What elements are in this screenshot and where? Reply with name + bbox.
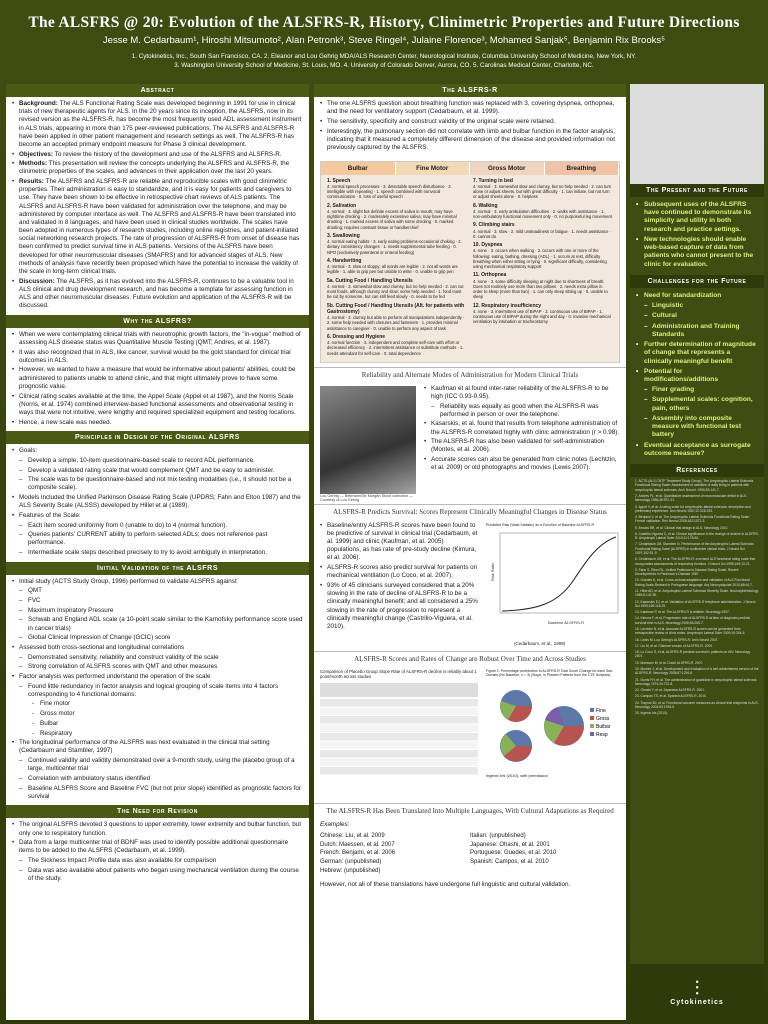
why-item: • Hence, a new scale was needed. xyxy=(12,419,303,427)
reference-item: 22. Ohashi Y, et al. Japanese ALSFRS-R. 2001. xyxy=(635,688,705,693)
challenge-subitem: – Linguistic xyxy=(636,302,758,310)
domain-item: - Bulbar xyxy=(12,720,303,728)
domain-item: - Respiratory xyxy=(12,730,303,738)
reliability-item: • Accurate scores can also be generated from clinic notes (Lechtzin, et al. 2009) or old photographs and movies (Lewis 2007). xyxy=(424,456,620,472)
reference-item: 6. Castrillo-Viguera C, et al. Clinical significance in the change of decline in ALSFRS-R. Amyotroph Lateral Scler 2010;11:178-80. xyxy=(635,531,759,541)
table-row xyxy=(320,758,478,766)
scale-item xyxy=(473,242,613,269)
reference-item: 14. Kimura F, et al. Progression rate of ALSFRS-R at time of diagnosis predicts survival time in ALS. Neurology 2006;66:265-7. xyxy=(635,616,751,625)
reference-item: 24. Traynor BJ, et al. Functional outcome measures as clinical trial endpoints in ALS. Neurology 2004;63:1933-5. xyxy=(635,700,759,709)
challenge-item: • Potential for modifications/additions xyxy=(636,368,758,384)
table-rows xyxy=(320,699,478,775)
risk-curve xyxy=(502,537,616,611)
challenges-heading: Challenges for the Future xyxy=(630,275,764,288)
predicts-list xyxy=(314,519,484,649)
challenge-subitem: – Assembly into composite measure with functional test battery xyxy=(636,415,758,440)
reference-item: 8. Cedarbaum JM, et al. The ALSFRS-R: a revised ALS functional rating scale that incorporates assessments of respiratory function. J Neurol Sci 1999;169:13-21. xyxy=(635,557,756,566)
scale-item-options: 4. normal eating habits · 3. early eating problems-occasional choking · 2. dietary consistency changes · 1. needs supplemental tube feeding · 0. NPO (exclusively parenteral or enteral feeding) xyxy=(327,239,462,255)
scale-item-options: 4. normal · 3. somewhat slow and clumsy, but no help needed · 2. can cut most foods, although clumsy and slow; some help needed · 1. food must be cut by someone, but can still feed slowly · 0. needs to be fed xyxy=(327,283,464,300)
translated-heading: The ALSFRS-R Has Been Translated Into Multiple Languages, With Cultural Adaptations as Required xyxy=(314,803,626,818)
study-subitem: – Maximum Inspiratory Pressure xyxy=(12,607,303,615)
reference-item: 3. Appel V, et al. A rating scale for amyotrophic lateral sclerosis: description and preliminary experience. Ann Neurol 1987;22:328-333. xyxy=(635,504,751,513)
scale-item-options: 4. normal · 3. slow or sloppy; all words are legible · 2. not all words are legible · 1. able to grip pen but unable to write · 0. unable to grip pen xyxy=(327,264,458,275)
domain-gross-motor: Gross Motor xyxy=(470,162,545,175)
feature-item: – Queries patients' CURRENT ability to perform selected ADLs; does not reference past performance. xyxy=(12,531,303,547)
reference-item: 11. Hillel AD, et al. Amyotrophic Lateral Sclerosis Severity Scale. Neuroepidemiology 1989;8:142-50. xyxy=(635,589,759,598)
translation-item: Japanese: Ohashi, et al. 2001 xyxy=(470,841,550,848)
pie-legend xyxy=(590,708,611,738)
domain-item: - Fine motor xyxy=(12,700,303,708)
present-list xyxy=(630,197,764,275)
scale-item-title: 11. Orthopnea xyxy=(473,272,507,279)
revision-subitem: – Data was also available about patients who began using mechanical ventilation during the course of the study. xyxy=(12,867,303,883)
legend-swatch xyxy=(590,708,594,712)
abstract-item xyxy=(12,160,303,176)
revision-item: • The original ALSFRS devoted 3 questions to upper extremity, lower extremity and bulbar function, but only one to respiratory function. xyxy=(12,821,303,837)
affiliation-line-2: 3. Washington University School of Medicine, St. Louis, MO. 4. University of Colorado Denver, Aurora, CO. 5. Carolinas Medical Center, Charlotte, NC. xyxy=(174,62,594,70)
why-item: • It was also recognized that in ALS, like cancer, survival would be the gold standard for clinical trial outcomes in ALS. xyxy=(12,349,303,365)
reference-item: 23. Campos TS, et al. Spanish ALSFRS-R. 2010. xyxy=(635,694,707,699)
why-list xyxy=(6,328,309,431)
y-axis-label: Risk Ratio xyxy=(490,562,495,581)
study-subitem: – FVC xyxy=(12,597,303,605)
alsfrsr-item: • The sensitivity, specificity and construct validity of the original scale were retained. xyxy=(320,118,620,126)
translation-item: Hebrew: (unpublished) xyxy=(320,867,381,874)
challenge-subitem: – Administration and Training Standards xyxy=(636,323,758,339)
models-item: • Models included the Unified Parkinson Disease Rating Scale (UPDRS; Fahn and Elton 1987) and the ALS Severity Scale (ALSSS) developed by Hillel et al (1989). xyxy=(12,494,303,510)
scale-item-title: 1. Speech xyxy=(327,177,351,184)
poster-title: The ALSFRS @ 20: Evolution of the ALSFRS-R, History, Clinimetric Properties and Future Directions xyxy=(28,14,740,31)
reliability-item: • Kaufman et al found inter-rater reliability of the ALSFRS-R to be high (ICC 0.93-0.95). xyxy=(424,385,620,401)
rates-footnote: Ingenix Iris (2010), with permission xyxy=(486,772,548,778)
feature-item: – Intermediate scale steps described precisely to try to avoid ambiguity in interpretation. xyxy=(12,549,303,557)
scale-item-title: 9. Climbing stairs xyxy=(473,222,515,229)
predicts-section xyxy=(314,519,626,649)
why-item: • When we were contemplating clinical trials with neurotrophic growth factors, the "in-vogue" method of assessing ALS disease status was Quantitative Muscle Testing (QMT; Andres, et al. 1987). xyxy=(12,331,303,347)
scale-item-options: 4. none · 3. intermittent use of BiPAP · 2. continuous use of BiPAP · 1. continuous use of BiPAP during the night and day · 0. invasive mechanical ventilation by intubation or tracheostomy xyxy=(473,308,611,325)
abstract-item xyxy=(12,151,303,159)
goals-label: • Goals: xyxy=(12,447,303,455)
scale-item-title: 4. Handwriting xyxy=(327,257,362,264)
domain-pie-block xyxy=(480,669,620,798)
revision-subitem: – The Sickness Impact Profile data was also available for comparison xyxy=(12,857,303,865)
reference-item: 13. Kaufman P, et al. The ALSFRS-R is reliable. Neurology 2007. xyxy=(635,610,730,615)
table-row xyxy=(320,716,478,724)
scale-item xyxy=(327,303,467,331)
factor-subitem: – Found little redundancy in factor analysis and logical grouping of scale items into 4 factors corresponding to 4 functional domains: xyxy=(12,683,303,699)
examples-label-text: Examples: xyxy=(320,820,350,828)
table-row xyxy=(320,741,478,749)
reference-item: 12. Kasarskis EJ, et al. Validation of ALSFRS-R telephone administration. J Neurol Sci 1999;169:118-25. xyxy=(635,599,756,608)
scale-item-options: 4. normal · 3. early ambulation difficulties · 2. walks with assistance · 1. non-ambulatory functional movement only · 0. no purposeful leg movement xyxy=(473,208,612,220)
authors: Jesse M. Cedarbaum¹, Hiroshi Mitsumoto², Alan Petronk³, Steve Ringel⁴, Julaine Florence³, Mohamed Sanjak⁵, Benjamin Rix Brooks⁵ xyxy=(102,35,666,46)
challenge-subitem: – Supplemental scales: cognition, pain, others xyxy=(636,396,758,412)
items-left-column xyxy=(324,178,470,359)
references-list xyxy=(630,477,764,719)
present-heading: The Present and the Future xyxy=(630,184,764,197)
reference-item: 19. Maessen M, et al. Dutch ALSFRS-R. 2007. xyxy=(635,660,704,665)
legend-label: Fine xyxy=(596,707,606,714)
x-axis-label: Baseline ALSFRS-R xyxy=(548,619,585,625)
table-row xyxy=(320,750,478,758)
item-text: This presentation will review the concepts underlying the ALSFRS and ALSFRS-R, the clinimetric properties of the scales, and advances in their application over the last 20 years. xyxy=(19,160,290,176)
study-subitem: – Schwab and England ADL scale (a 10-point scale similar to the Karnofsky performance score used in cancer trials) xyxy=(12,616,303,632)
item-text: The ALS Functional Rating Scale was developed beginning in 1991 for use in clinical trials of new therapeutic agents for ALS. In the 20 years since its inception, the ALSFRS, now in its revised version as the ALSFRS-R, has become the most frequently used ADL assessment instrument in ALS trials, appearing in more than 175 peer-reviewed publications. The ALSFRS and ALSFRS-R have been applied in other patient management and research settings as well. The ALSFRS-R has become an accepted primary endpoint measure for Phase 3 clinical development. xyxy=(19,100,302,148)
translation-note: However, not all of these translations have undergone full linguistic and cultural validation. xyxy=(320,881,571,889)
scale-item xyxy=(473,272,613,299)
scale-item-title: 7. Turning in bed xyxy=(473,177,513,184)
present-item: • Subsequent uses of the ALSFRS have continued to demonstrate its simplicity and utility in both research and practice settings. xyxy=(636,201,758,234)
scale-item-title: 6. Dressing and Hygiene xyxy=(327,333,386,340)
reference-item: 10. Guedes K, et al. Cross-cultural adaptation and validation of ALS Functional Rating Scale-Revised in Portuguese language. Arq Neuropsiquiatr 2010;68:44-7. xyxy=(635,578,753,587)
items-right-column xyxy=(470,178,616,359)
revision-list xyxy=(6,818,309,887)
alsfrsr-item: • Interestingly, the pulmonary section did not correlate with limb and bulbar function in the factor analysis, indicating that it measured a completely different dimension of the disease and provided information not previously captured by the ALSFRS. xyxy=(320,128,620,153)
abstract-list xyxy=(6,97,309,315)
translation-item: German: (unpublished) xyxy=(320,859,382,866)
scale-item xyxy=(327,233,467,255)
rates-heading: ALSFRS-R Scores and Rates of Change are Robust Over Time and Across Studies xyxy=(314,651,626,666)
scale-item xyxy=(473,222,613,239)
reference-item: 7. Cedarbaum JM, Stambler N. Performance of the Amyotrophic Lateral Sclerosis Functional Rating Scale (ALSFRS) in multicenter clinical trials. J Neurol Sci 1997;152:S1-9. xyxy=(635,542,754,556)
risk-curve-chart xyxy=(488,531,624,631)
challenge-item: • Need for standardization xyxy=(636,292,758,300)
slope-table-title: Comparison of Placebo Group Slope Rate of ALSFRS-R decline is reliably about 1 point/month across studies xyxy=(320,668,477,680)
logo-text: Cytokinetics xyxy=(670,998,724,1006)
scale-item xyxy=(473,203,613,220)
revision-heading: The Need for Revision xyxy=(6,805,309,818)
scale-item-title: 5b. Cutting Food / Handling Utensils (Alt. for patients with Gastrostomy) xyxy=(327,302,465,315)
longitudinal-item: • The longitudinal performance of the ALSFRS was next evaluated in the clinical trial setting (Cedarbaum and Stambler, 1997) xyxy=(12,739,303,755)
legend-label: Resp xyxy=(596,731,608,738)
top-spacer xyxy=(630,84,764,184)
assessed-item: • Assessed both cross-sectional and longitudinal correlations xyxy=(12,644,303,652)
study-subitem: – QMT xyxy=(12,587,303,595)
reference-item: 9. Fahn S, Elton RL. Unified Parkinson's Disease Rating Scale. Recent Developments in Parkinson's Disease 1987. xyxy=(635,567,739,577)
goal-item: – Develop a validated rating scale that would complement QMT and be easy to administer. xyxy=(12,467,303,475)
translation-item: Chinese: Liu, et al. 2009 xyxy=(320,832,385,839)
scale-item xyxy=(327,178,467,200)
logo-mark-icon: ⫶ xyxy=(694,977,700,1000)
predicts-item: • Baseline/entry ALSFRS-R scores have been found to be predictive of survival in clinical trial (Cedarbaum, et al. 1999) and clinic (Kaufman, et al. 2005) populations, as has rate of pre-study decline (Kimura, et al. 2006). xyxy=(320,522,478,563)
challenge-subitem: – Finer grading xyxy=(636,386,758,394)
scale-item xyxy=(327,278,467,300)
reference-item: 4. Benjami V, et al. The Amyotrophic Lateral Sclerosis Functional Rating Scale: French validation. Rev Neurol 2006;162:1072-3. xyxy=(635,515,750,524)
column-middle xyxy=(314,84,626,1020)
column-right xyxy=(630,84,764,1020)
revision-item: • Data from a large multicenter trial of BDNF was used to identify possible additional questionnaire items to be added to the ALSFRS (Cedarbaum, et al. 1999). xyxy=(12,839,303,855)
translations-left xyxy=(320,832,470,875)
why-item: • However, we wanted to have a measure that would be informative about patients' abilities, could be administered to patients unable to attend clinic, and that might ultimately prove to have some prognostic value. xyxy=(12,366,303,391)
pie-chart-3 xyxy=(544,706,584,746)
reliability-list xyxy=(418,382,626,477)
translation-item: Dutch: Maessen, et al. 2007 xyxy=(320,841,395,848)
longitudinal-subitem: – Baseline ALSFRS Score and Baseline FVC (but not prior slope) identified as prognostic factors for survival xyxy=(12,785,303,801)
rates-section xyxy=(314,666,626,801)
legend-swatch xyxy=(590,724,594,728)
why-heading: Why the ALSFRS? xyxy=(6,315,309,328)
scale-item xyxy=(473,303,613,325)
chart-frame xyxy=(500,533,618,613)
cytokinetics-logo xyxy=(630,964,764,1020)
present-item: • New technologies should enable web-based capture of data from patients who cannot present to the clinic for evaluation. xyxy=(636,236,758,269)
item-lead: Objectives: xyxy=(19,150,55,158)
examples-label xyxy=(314,818,626,829)
reference-item: 1. ACTS (ALS CNTF Treatment Study Group). The Amyotrophic Lateral Sclerosis Functional Rating Scale: Assessment of activities of daily living in patients with amyotrophic lateral sclerosis. Arch Neurol. 1996;53:141-7. xyxy=(635,479,754,492)
scale-item-title: 12. Respiratory insufficiency xyxy=(473,302,542,309)
translation-item: Spanish: Campos, et al. 2010 xyxy=(470,859,549,866)
scale-item-options: 4. normal function · 3. independent and complete self-care with effort or decreased efficiency · 2. intermittent assistance or substitute methods · 1. needs attendant for self-care · 0. total dependence xyxy=(327,340,464,356)
reliability-section xyxy=(314,382,626,494)
domain-item: - Gross motor xyxy=(12,710,303,718)
legend-swatch xyxy=(590,732,594,736)
predicts-item: • ALSFRS-R scores also predict survival for patients on mechanical ventilation (Lo Coco, et al. 2007). xyxy=(320,564,478,580)
table-row xyxy=(320,699,478,707)
translation-examples xyxy=(314,829,626,878)
translation-item: Portuguese: Guedes, et al. 2010 xyxy=(470,850,557,857)
reference-item: 18. Lo Coco D, et al. ALSFRS-R predicts survival in patients on NIV. Neurology 2007. xyxy=(635,650,751,659)
slope-table-block xyxy=(320,669,480,798)
affiliation-line-1: 1. Cytokinetics, Inc., South San Francisco, CA. 2. Eleanor and Lou Gehrig MDA/ALS Research Center, Neurological Institute, Columbia University School of Medicine, New York, NY. xyxy=(131,53,637,60)
item-lead: Background: xyxy=(19,100,60,107)
scale-item-title: 3. Swallowing xyxy=(327,232,360,239)
principles-list xyxy=(6,444,309,562)
table-row xyxy=(320,707,478,715)
scale-item xyxy=(473,178,613,200)
alsfrsr-item: • The one ALSFRS question about breathing function was replaced with 3, covering dyspnea, orthopnea, and the need for ventilatory support (Cedarbaum, et al. 1999). xyxy=(320,100,620,116)
slope-table xyxy=(320,683,478,778)
reliability-subitem: – Reliability was equally as good when the ALSFRS-R was performed in person or over the telephone. xyxy=(424,403,620,419)
column-left xyxy=(6,84,309,1020)
features-label: • Features of the Scale: xyxy=(12,512,303,520)
scale-item-options: 4. normal · 3. clumsy but able to perform all manipulations independently · 2. some help needed with closures and fasteners · 1. provides minimal assistance to caregiver · 0. unable to perform any aspect of task xyxy=(327,315,465,331)
reference-item: 5. Brooks BR, et al. Clinical trial design in ALS. Neurology 2010. xyxy=(635,525,729,530)
references-heading: References xyxy=(630,464,764,477)
table-header-bg xyxy=(320,683,478,697)
scale-item-options: 4. none · 3. some difficulty sleeping at night due to shortness of breath. Does not routinely use more than two pillows · 2. needs extra pillow in order to sleep (more than two) · 1. can only sleep sitting up · 0. unable to sleep xyxy=(473,278,608,300)
poster-header xyxy=(0,0,768,80)
alsfrsr-heading: The ALSFRS-R xyxy=(314,84,626,97)
chart-caption: (Cedarbaum, et al., 1999) xyxy=(514,640,566,646)
scale-item-options: 4. normal speech processes · 3. detectable speech disturbance · 2. intelligible with repeating · 1. speech combined with nonvocal communication · 0. loss of useful speech xyxy=(327,183,452,200)
pie-chart-1 xyxy=(500,690,532,722)
scale-item xyxy=(327,334,467,356)
domain-header-row xyxy=(321,162,619,175)
reference-item: 17. Liu M, et al. Chinese version of ALSFRS-R. 2009. xyxy=(635,643,713,648)
item-lead: Discussion: xyxy=(19,277,57,285)
scale-item-options: 4. normal · 3. somewhat slow and clumsy, but no help needed · 2. can turn alone or adjust sheets, but with great difficulty · 1. can initiate, but not turn or adjust sheets alone · 0. helpless xyxy=(473,183,612,200)
alsfrsr-list xyxy=(314,97,626,157)
initial-validation-heading: Initial Validation of the ALSFRS xyxy=(6,562,309,575)
translations-right xyxy=(470,832,620,875)
feature-item: – Each item scored uniformly from 0 (unable to do) to 4 (normal function). xyxy=(12,522,303,530)
reference-item: 21. Norris FH, et al. The administration of guanidine in amyotrophic lateral sclerosis. Neurology 1974;24:721-8. xyxy=(635,677,758,686)
reference-item: 25. Ingenix Iris (2010). xyxy=(635,711,668,716)
domain-breathing: Breathing xyxy=(545,162,620,175)
pie-chart-2 xyxy=(500,730,532,762)
scale-item xyxy=(327,258,467,275)
abstract-item xyxy=(12,278,303,311)
scale-item-title: 10. Dyspnea xyxy=(473,242,503,249)
scale-item-title: 5a. Cutting Food / Handling Utensils xyxy=(327,277,413,284)
domain-bulbar: Bulbar xyxy=(321,162,396,175)
table-row xyxy=(320,767,478,775)
reliability-heading: Reliability and Alternate Modes of Administration for Modern Clinical Trials xyxy=(314,367,626,382)
chart-legend: Predicted Risk (Wald Statistic) as a Function of Baseline ALSFRS-R xyxy=(486,522,595,527)
translation-item: French: Benjami, et al. 2006 xyxy=(320,850,396,857)
reference-item: 2. Andres PL, et al. Quantitative assessment of neuromuscular deficit in ALS. Neurology 1986;36:937-41. xyxy=(635,493,748,503)
longitudinal-subitem: – Continued validity and validity demonstrated over a 9-month study, using the placebo group of a large, multicenter trial xyxy=(12,757,303,773)
item-lead: Methods: xyxy=(19,160,49,168)
lou-gehrig-photo xyxy=(320,386,416,494)
item-text: The ALSFRS, as it has evolved into the ALSFRS-R, continues to be a valuable tool in ALS clinical and drug development research, and has become a template for assessing function in ALS and other neuromuscular diseases. Future evolution and application of the ALSFRS-R will be discussed. xyxy=(19,277,294,310)
legend-label: Gross xyxy=(596,715,610,722)
table-row xyxy=(320,724,478,732)
assessed-subitem: – Strong correlation of ALSFRS scores with QMT and other measures xyxy=(12,663,303,671)
predicts-heading: ALSFRS-R Predicts Survival: Scores Represent Clinically Meaningful Changes in Disease Status xyxy=(314,504,626,519)
why-item: • Clinical rating scales available at the time, the Appel Scale (Appel et al 1987), and the Norris Scale (Norris, et al. 1974) combined interview-based functional assessments and observational testing in ways that were not intuitive, were lengthy and required specialized equipment and testing locations. xyxy=(12,393,303,418)
scale-item-options: 4. normal · 3. slight but definite excess of saliva in mouth; may have nighttime drooling · 2. moderately excessive saliva; may have minimal drooling · 1. marked excess of saliva with some drooling · 0. marked drooling; requires constant tissue or handkerchief xyxy=(327,208,457,230)
abstract-item xyxy=(12,100,303,149)
alsfrsr-items-table xyxy=(320,161,620,363)
legend-label: Bulbar xyxy=(596,723,611,730)
initial-validation-list xyxy=(6,575,309,806)
study-subitem: – Global Clinical Impression of Change (GCIC) score xyxy=(12,634,303,642)
translation-item: Italian: (unpublished) xyxy=(470,832,526,839)
predicts-item: • 93% of 45 clinicians surveyed considered that a 20% slowing in the rate of decline of ALSFRS-R to be a clinically meaningful benefit; and all considered a 25% slowing in the rate of progression to represent a clinically meaningful change (Castrillo-Viguera, et al. 2010). xyxy=(320,582,478,631)
survival-chart xyxy=(484,519,626,649)
abstract-heading: Abstract xyxy=(6,84,309,97)
photo-caption: Lou Gehrig — Bettmann/Sir Morgan Stock collection — Courtesy of Lou Gehrig xyxy=(320,493,413,502)
reliability-item: • Kasarskis, et al. found that results from telephone administration of the ALSFRS-R correlated highly with clinic administration (r > 0.98). xyxy=(424,420,620,436)
items-body xyxy=(321,175,619,362)
domain-pie-charts xyxy=(486,678,616,768)
reference-item: 16. Lewis M. Lou Gehrig's ALSFRS-R. Arch Neurol 2007. xyxy=(635,637,719,642)
affiliations xyxy=(0,52,768,71)
reliability-item: • The ALSFRS-R has also been validated for self-administration (Montes, et al. 2006). xyxy=(424,438,620,454)
longitudinal-subitem: – Correlation with ambulatory status identified xyxy=(12,775,303,783)
challenge-item: • Eventual acceptance as surrogate outcome measure? xyxy=(636,442,758,458)
scale-item-title: 2. Salivation xyxy=(327,202,357,209)
reference-item: 15. Lechtzin N, et al. Accurate ALSFRS-R scores can be generated from retrospective review of clinic notes. Amyotroph Lateral Scler 2009;10:244-6. xyxy=(635,626,746,636)
legend-swatch xyxy=(590,716,594,720)
principles-heading: Principles in Design of the Original ALSFRS xyxy=(6,431,309,444)
scale-item-options: 4. normal · 3. slow · 2. mild unsteadiness or fatigue · 1. needs assistance · 0. cannot do xyxy=(473,228,612,239)
table-row xyxy=(320,733,478,741)
item-text: To review the history of the development and use of the ALSFRS and ALSFRS-R. xyxy=(54,150,282,158)
item-text: The ALSFRS and ALSFRS-R are reliable and reproducible scales with good clinimetric properties. Their administration is easy to standardize, and it is easy for patients and caregivers to use. They have been shown to be effective in retrospective chart reviews of ALS patients. The ALSFRS and ALSFRS-R have been validated for administration over the telephone, and may be administered by computer interface as well. The ALSFRS and ALSFRS-R have been translated into and validated in 8 languages, and have been used in clinical studies worldwide. The scales have been adopted in numerous types of research studies, including online registries, and patient-initiated social networking research projects. The rate of progression of ALSFRS-R from onset of disease has been confirmed to predict survival time in ALS patients. Versions of the ALSFRS have been developed for other neuromuscular diseases (SMAFRS) and for advanced stages of ALS. New methods of analysis have recently been proposed which have the potential to increase the validity of the scale in long-term clinical trials. xyxy=(19,178,300,275)
scale-item xyxy=(327,203,467,230)
scale-item-title: 8. Walking xyxy=(473,202,498,209)
assessed-subitem: – Demonstrated sensitivity, reliability and construct validity of the scale xyxy=(12,654,303,662)
domain-fine-motor: Fine Motor xyxy=(396,162,471,175)
scale-item-options: 4. none · 3. occurs when walking · 2. occurs with one or more of the following: eating, bathing, dressing (ADL) · 1. occurs at rest, difficulty breathing when either sitting or lying · 0. significant difficulty, considering using mechanical respiratory support xyxy=(473,248,607,270)
goal-item: – Develop a simple, 10-item questionnaire-based scale to record ADL performance. xyxy=(12,457,303,465)
challenges-list xyxy=(630,288,764,464)
goal-item: – The scale was to be questionnaire-based and not mix testing modalities (i.e., it should not be a composite scale). xyxy=(12,476,303,492)
factor-item: • Factor analysis was performed understand the operation of the scale xyxy=(12,673,303,681)
study-item: • Initial study (ACTS Study Group, 1996) performed to validate ALSFRS against xyxy=(12,578,303,586)
item-lead: Results: xyxy=(19,178,46,186)
challenge-subitem: – Cultural xyxy=(636,312,758,320)
reference-item: 20. Montes J, et al. Development and evaluation of a self-administered version of the ALSFRS-R. Neurology 2006;67:1294-6. xyxy=(635,666,759,676)
abstract-item xyxy=(12,178,303,276)
challenge-item: • Further determination of magnitude of change that represents a clinically meaningful benefit xyxy=(636,341,758,366)
pie-figure-title: Figure 1: Percentage contribution to ALSFRS-R Total Score Change for each Sub-Domain (No Baseline, n = 3) (Slope, in Placebo Patients from the CTE Subjects) xyxy=(486,668,614,678)
